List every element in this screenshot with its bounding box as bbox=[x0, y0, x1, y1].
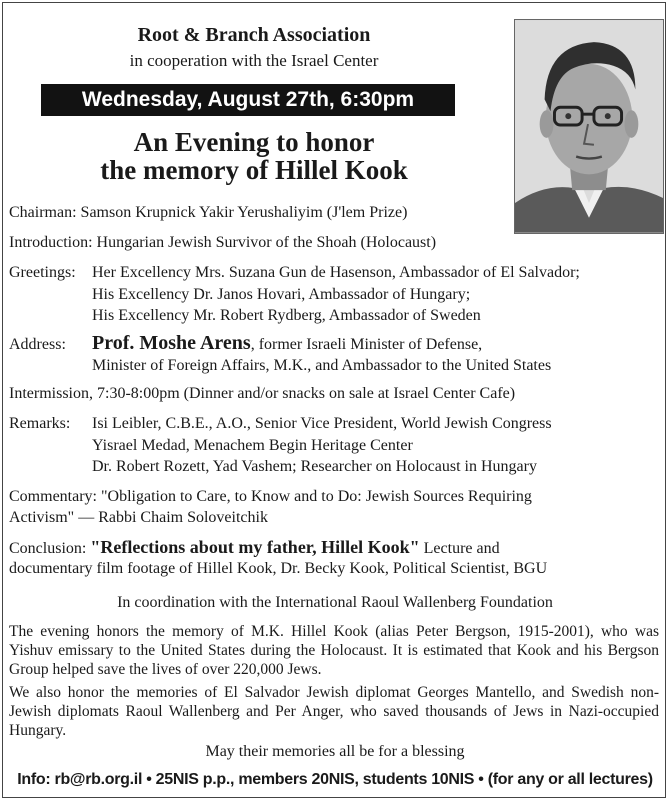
blessing-line: May their memories all be for a blessing bbox=[205, 743, 465, 760]
introduction-text: Hungarian Jewish Survivor of the Shoah (Holocaust) bbox=[96, 234, 437, 251]
commentary-line-2: Activism" — Rabbi Chaim Soloveitchik bbox=[9, 509, 268, 526]
organization-name: Root & Branch Association bbox=[137, 24, 371, 46]
greetings-line-1: Her Excellency Mrs. Suzana Gun de Hasenson, Ambassador of El Salvador; bbox=[92, 264, 580, 281]
address-label: Address: bbox=[9, 336, 66, 353]
greetings-label: Greetings: bbox=[9, 264, 76, 281]
conclusion-label: Conclusion: bbox=[9, 540, 87, 557]
intermission-line: Intermission, 7:30-8:00pm (Dinner and/or snacks on sale at Israel Center Cafe) bbox=[9, 385, 516, 402]
introduction-label: Introduction: bbox=[9, 234, 93, 251]
paragraph-1 bbox=[9, 622, 659, 679]
chairman-label: Chairman: bbox=[9, 204, 77, 221]
remarks-line-2: Yisrael Medad, Menachem Begin Heritage Center bbox=[92, 437, 413, 454]
remarks-line-3: Dr. Robert Rozett, Yad Vashem; Researcher on Holocaust in Hungary bbox=[92, 458, 537, 475]
date-banner: Wednesday, August 27th, 6:30pm bbox=[41, 84, 455, 116]
introduction-line bbox=[9, 232, 436, 254]
address-title-1: , former Israeli Minister of Defense, bbox=[250, 336, 483, 353]
greetings-line-2: His Excellency Dr. Janos Hovari, Ambassador of Hungary; bbox=[92, 286, 471, 303]
address-first-line bbox=[92, 332, 482, 356]
cooperation-line: in cooperation with the Israel Center bbox=[129, 51, 379, 70]
paragraph-2-text: We also honor the memories of El Salvador Jewish diplomat Georges Mantello, and Swedish non-Jewish diplomats Raoul Wallenberg and Per Anger, who saved thousands of Jews in Nazi-occupied Hungary. bbox=[9, 684, 659, 739]
address-speaker: Prof. Moshe Arens bbox=[92, 332, 251, 354]
flyer bbox=[2, 2, 666, 798]
chairman-line bbox=[9, 202, 407, 224]
paragraph-1-text: The evening honors the memory of M.K. Hillel Kook (alias Peter Bergson, 1915-2001), who was Yishuv emissary to the United States during the Holocaust. It is estimated that Kook and his Bergson Group helped save the lives of over 220,000 Jews. bbox=[9, 623, 659, 678]
conclusion-line-2: documentary film footage of Hillel Kook, Dr. Becky Kook, Political Scientist, BGU bbox=[9, 560, 548, 577]
address-line bbox=[9, 334, 66, 356]
event-title-line1: An Evening to honor bbox=[133, 127, 375, 157]
paragraph-2 bbox=[9, 683, 659, 740]
remarks-label: Remarks: bbox=[9, 415, 71, 432]
commentary-line-1: Commentary: "Obligation to Care, to Know and to Do: Jewish Sources Requiring bbox=[9, 488, 532, 505]
event-title bbox=[3, 128, 505, 184]
greetings-line-3: His Excellency Mr. Robert Rydberg, Ambassador of Sweden bbox=[92, 307, 481, 324]
conclusion-rest: Lecture and bbox=[419, 540, 500, 557]
coordination-line: In coordination with the International Raoul Wallenberg Foundation bbox=[117, 594, 553, 611]
event-title-line2: the memory of Hillel Kook bbox=[100, 155, 408, 185]
conclusion-title: "Reflections about my father, Hillel Kook" bbox=[90, 537, 420, 557]
portrait-photo bbox=[514, 19, 664, 234]
chairman-text: Samson Krupnick Yakir Yerushaliyim (J'lem Prize) bbox=[80, 204, 408, 221]
address-second-line: Minister of Foreign Affairs, M.K., and Ambassador to the United States bbox=[92, 357, 552, 374]
remarks-line-1: Isi Leibler, C.B.E., A.O., Senior Vice President, World Jewish Congress bbox=[92, 415, 552, 432]
info-line: Info: rb@rb.org.il • 25NIS p.p., members 20NIS, students 10NIS • (for any or all lectures) bbox=[17, 771, 653, 788]
conclusion-line-1 bbox=[9, 536, 500, 560]
